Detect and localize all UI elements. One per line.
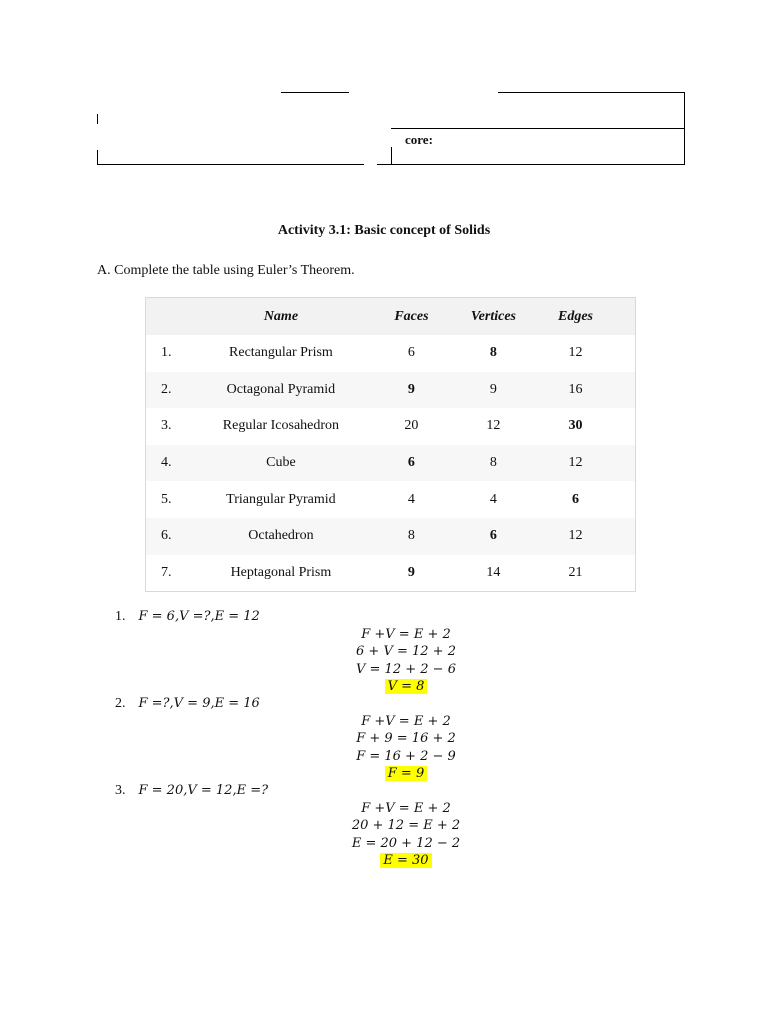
score-label: core:: [405, 132, 433, 147]
vertices-cell: 8: [489, 455, 497, 471]
faces-cell: 6: [407, 345, 415, 361]
solution-step: F + 9 = 16 + 2: [356, 731, 456, 747]
solid-name: Triangular Pyramid: [226, 491, 336, 507]
header-rule: [97, 114, 98, 124]
header-rule: [97, 164, 364, 165]
row-number: 6.: [161, 528, 172, 544]
header-rule: [391, 128, 684, 129]
header-rule: [391, 147, 392, 165]
solution-step: F +V = E + 2: [361, 714, 451, 729]
solution-result: F = 9: [385, 766, 427, 781]
faces-cell: 9: [407, 381, 415, 397]
edges-cell: 12: [568, 455, 583, 471]
problem-number: 2.: [115, 696, 126, 711]
solution-result: V = 8: [385, 679, 428, 694]
row-number: 5.: [161, 491, 172, 507]
vertices-cell: 9: [489, 381, 497, 397]
header-rule: [498, 92, 684, 93]
faces-cell: 20: [404, 418, 419, 434]
solution-step: V = 12 + 2 − 6: [356, 661, 456, 677]
edges-cell: 21: [568, 564, 583, 580]
vertices-cell: 6: [489, 528, 497, 544]
header-edges: Edges: [557, 308, 593, 324]
solid-name: Heptagonal Prism: [230, 564, 332, 580]
problem-2: [115, 696, 260, 712]
solid-name: Octagonal Pyramid: [226, 381, 336, 397]
row-number: 1.: [161, 345, 172, 361]
problem-given: F =?,V = 9,E = 16: [138, 696, 260, 711]
header-rule: [391, 164, 684, 165]
solution-step: F +V = E + 2: [361, 627, 451, 642]
problem-given: F = 6,V =?,E = 12: [138, 609, 260, 624]
row-number: 3.: [161, 418, 172, 434]
table-row: [146, 372, 635, 409]
row-number: 7.: [161, 564, 172, 580]
solution-step: F = 16 + 2 − 9: [356, 748, 456, 764]
header-rule: [281, 92, 349, 93]
vertices-cell: 12: [486, 418, 501, 434]
faces-cell: 8: [407, 528, 415, 544]
solution-step: E = 20 + 12 − 2: [351, 835, 461, 851]
row-number: 4.: [161, 455, 172, 471]
problem-number: 3.: [115, 783, 126, 798]
edges-cell: 30: [568, 418, 583, 434]
row-number: 2.: [161, 381, 172, 397]
vertices-cell: 8: [489, 345, 497, 361]
faces-cell: 6: [407, 455, 415, 471]
solid-name: Cube: [266, 455, 296, 471]
solution-step: F +V = E + 2: [361, 801, 451, 816]
header-number: [146, 298, 210, 335]
problem-number: 1.: [115, 609, 126, 624]
solution-2: [0, 713, 768, 782]
problem-given: F = 20,V = 12,E =?: [138, 783, 269, 798]
faces-cell: 4: [407, 491, 415, 507]
euler-table: [145, 297, 636, 592]
activity-title: Activity 3.1: Basic concept of Solids: [277, 223, 491, 238]
edges-cell: 6: [571, 491, 579, 507]
vertices-cell: 4: [489, 491, 497, 507]
solid-name: Rectangular Prism: [229, 345, 333, 361]
solution-3: [0, 800, 768, 869]
solution-step: 6 + V = 12 + 2: [356, 644, 456, 660]
edges-cell: 12: [568, 528, 583, 544]
table-row: [146, 408, 635, 445]
faces-cell: 9: [407, 564, 415, 580]
table-row: [146, 335, 635, 372]
header-rule: [684, 92, 685, 165]
table-row: [146, 481, 635, 518]
solution-1: [0, 626, 768, 695]
edges-cell: 16: [568, 381, 583, 397]
header-rule: [377, 164, 391, 165]
vertices-cell: 14: [486, 564, 501, 580]
problem-3: [115, 783, 268, 799]
edges-cell: 12: [568, 345, 583, 361]
solid-name: Octahedron: [248, 528, 314, 544]
instruction-text: A. Complete the table using Euler’s Theorem.: [97, 263, 355, 278]
header-faces: Faces: [394, 308, 429, 324]
table-header-row: [146, 298, 635, 335]
table-row: [146, 445, 635, 482]
header-vertices: Vertices: [470, 308, 516, 324]
solution-step: 20 + 12 = E + 2: [351, 818, 461, 834]
table-row: [146, 555, 635, 592]
solution-result: E = 30: [380, 853, 431, 868]
problem-1: [115, 609, 260, 625]
table-row: [146, 518, 635, 555]
solid-name: Regular Icosahedron: [222, 418, 340, 434]
header-name: Name: [263, 308, 299, 324]
header-rule: [97, 150, 98, 165]
